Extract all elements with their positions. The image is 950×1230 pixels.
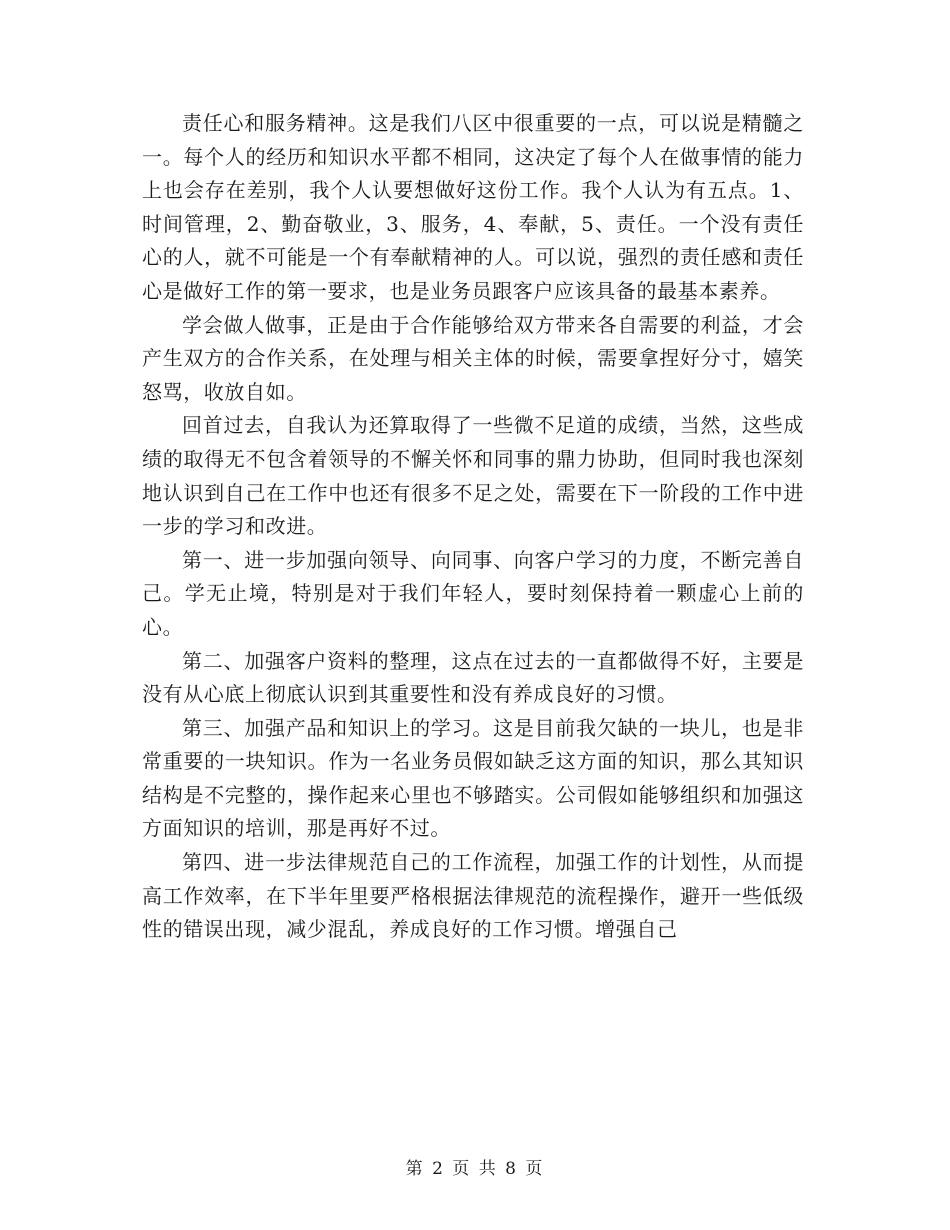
paragraph-point-four: 第四、进一步法律规范自己的工作流程，加强工作的计划性，从而提高工作效率，在下半年里要严格根据法律规范的流程操作，避开一些低级性的错误出现，减少混乱，养成良好的工作习惯。增强自己 — [142, 850, 804, 942]
paragraph-review: 回首过去，自我认为还算取得了一些微不足道的成绩，当然，这些成绩的取得无不包含着领导的不懈关怀和同事的鼎力协助，但同时我也深刻地认识到自己在工作中也还有很多不足之处，需要在下一阶段的工作中进一步的学习和改进。 — [142, 413, 804, 539]
paragraph-responsibility: 责任心和服务精神。这是我们八区中很重要的一点，可以说是精髓之一。每个人的经历和知识水平都不相同，这决定了每个人在做事情的能力上也会存在差别，我个人认要想做好这份工作。我个人认为有五点。1、时间管理，2、勤奋敬业，3、服务，4、奉献，5、责任。一个没有责任心的人，就不可能是一个有奉献精神的人。可以说，强烈的责任感和责任心是做好工作的第一要求，也是业务员跟客户应该具备的最基本素养。 — [142, 111, 804, 303]
paragraph-point-one: 第一、进一步加强向领导、向同事、向客户学习的力度，不断完善自己。学无止境，特别是对于我们年轻人，要时刻保持着一颗虚心上前的心。 — [142, 547, 804, 639]
paragraph-point-three: 第三、加强产品和知识上的学习。这是目前我欠缺的一块儿，也是非常重要的一块知识。作为一名业务员假如缺乏这方面的知识，那么其知识结构是不完整的，操作起来心里也不够踏实。公司假如能够组织和加强这方面知识的培训，那是再好不过。 — [142, 715, 804, 841]
document-body — [142, 107, 804, 947]
paragraph-cooperation: 学会做人做事，正是由于合作能够给双方带来各自需要的利益，才会产生双方的合作关系，在处理与相关主体的时候，需要拿捏好分寸，嬉笑怒骂，收放自如。 — [142, 312, 804, 404]
page-number-footer: 第 2 页 共 8 页 — [405, 1159, 545, 1179]
paragraph-point-two: 第二、加强客户资料的整理，这点在过去的一直都做得不好，主要是没有从心底上彻底认识到其重要性和没有养成良好的习惯。 — [142, 648, 804, 707]
